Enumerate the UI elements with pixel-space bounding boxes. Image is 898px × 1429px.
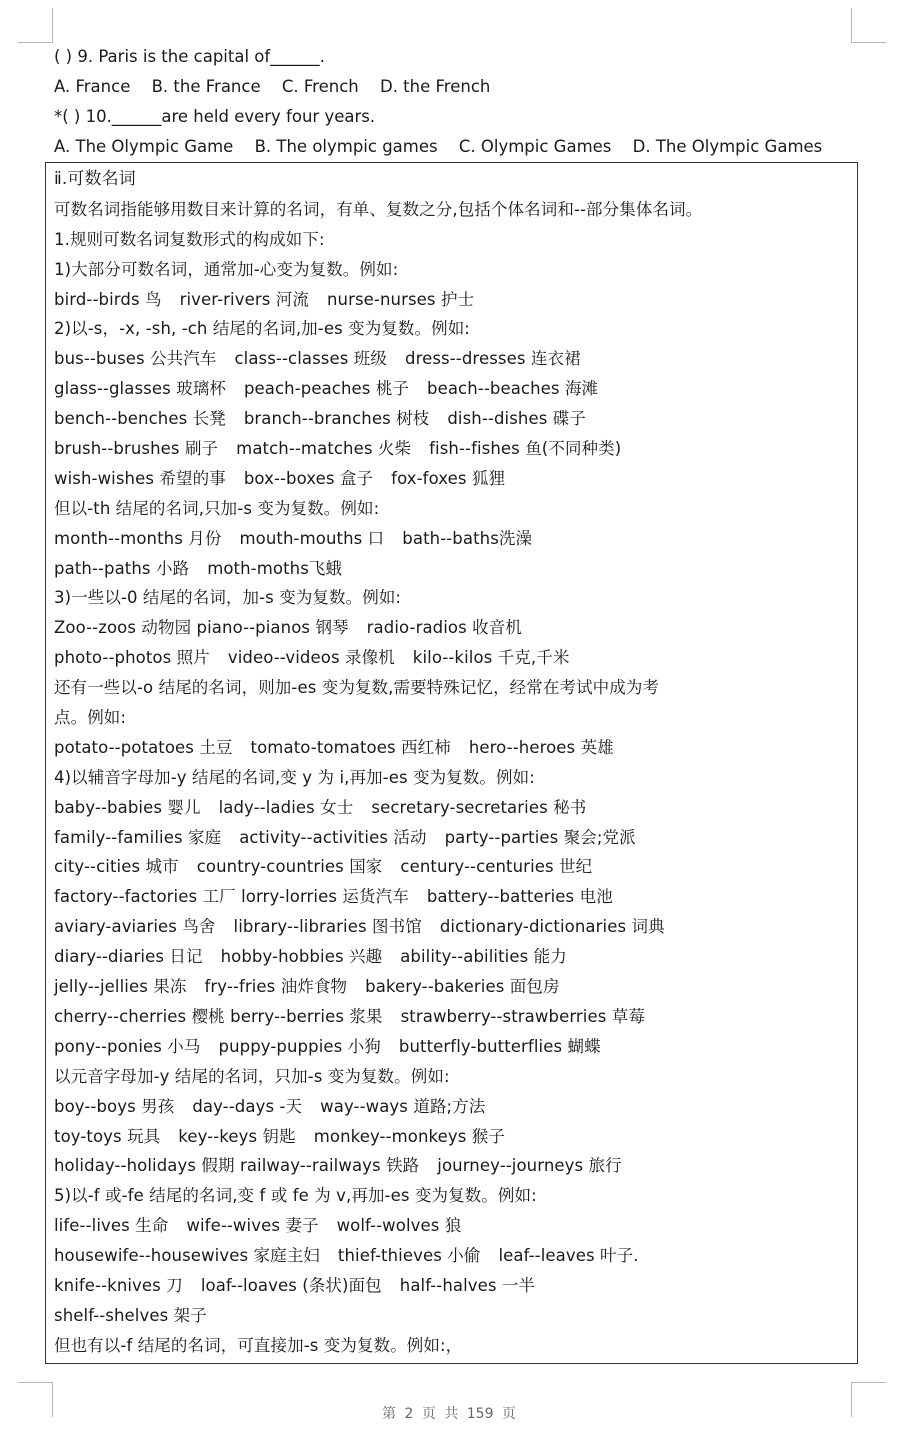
text-segment: 2)以-s，-x, -sh, -ch 结尾的名词,加-es 变为复数。例如: <box>54 319 470 339</box>
text-segment: century--centuries 世纪 <box>400 857 593 877</box>
text-segment: pony--ponies 小马 <box>54 1036 201 1056</box>
text-segment: box--boxes 盒子 <box>243 468 374 488</box>
text-segment: moth-moths飞蛾 <box>207 558 343 578</box>
text-segment: library--libraries 图书馆 <box>233 917 422 937</box>
text-segment: dictionary-dictionaries 词典 <box>439 917 665 937</box>
text-segment: boy--boys 男孩 <box>54 1096 175 1116</box>
text-segment: branch--branches 树枝 <box>243 409 430 429</box>
text-line <box>54 882 857 912</box>
option-b: B. the France <box>151 77 261 96</box>
option-c: C. Olympic Games <box>458 137 612 156</box>
text-segment: 但也有以-f 结尾的名词，可直接加-s 变为复数。例如:， <box>54 1335 463 1355</box>
question-9: ( ) 9. Paris is the capital of______. <box>54 47 325 66</box>
option-a: A. The Olympic Game <box>54 137 234 156</box>
text-segment: potato--potatoes 土豆 <box>54 737 233 757</box>
text-segment: photo--photos 照片 <box>54 648 210 668</box>
page-corner-mark <box>18 8 53 43</box>
text-line <box>54 195 857 225</box>
text-segment: life--lives 生命 <box>54 1216 169 1236</box>
text-segment: glass--glasses 玻璃杯 <box>54 379 226 399</box>
text-segment: hero--heroes 英雄 <box>468 737 614 757</box>
text-segment: wife--wives 妻子 <box>186 1216 319 1236</box>
page-corner-mark <box>851 8 886 43</box>
text-segment: way--ways 道路;方法 <box>320 1096 486 1116</box>
text-segment: day--days -天 <box>192 1096 303 1116</box>
text-segment: wolf--wolves 狼 <box>336 1216 462 1236</box>
text-line <box>54 703 857 733</box>
text-line <box>54 255 857 285</box>
question-10-options <box>54 132 854 162</box>
text-segment: country-countries 国家 <box>196 857 383 877</box>
question-area <box>54 42 854 162</box>
option-c: C. French <box>281 77 359 96</box>
text-segment: bus--buses 公共汽车 <box>54 349 217 369</box>
text-segment: nurse-nurses 护士 <box>326 289 475 309</box>
text-line <box>54 344 857 374</box>
option-a: A. France <box>54 77 131 96</box>
text-segment: housewife--housewives 家庭主妇 <box>54 1246 320 1266</box>
text-segment: fry--fries 油炸食物 <box>204 977 348 997</box>
text-segment: 3)一些以-0 结尾的名词，加-s 变为复数。例如: <box>54 588 402 608</box>
text-segment: toy-toys 玩具 <box>54 1126 161 1146</box>
text-segment: bench--benches 长凳 <box>54 409 226 429</box>
text-segment: bakery--bakeries 面包房 <box>365 977 560 997</box>
text-segment: key--keys 钥匙 <box>178 1126 296 1146</box>
text-segment: path--paths 小路 <box>54 558 190 578</box>
text-line <box>54 554 857 584</box>
page-number: 第 2 页 共 159 页 <box>382 1406 516 1422</box>
text-segment: loaf--loaves (条状)面包 <box>200 1275 382 1295</box>
text-segment: 还有一些以-o 结尾的名词，则加-es 变为复数,需要特殊记忆，经常在考试中成为考 <box>54 678 660 698</box>
text-segment: holiday--holidays 假期 railway--railways 铁路 <box>54 1156 420 1176</box>
text-segment: hobby-hobbies 兴趣 <box>220 947 383 967</box>
text-segment: kilo--kilos 千克,千米 <box>412 648 570 668</box>
section-heading: ⅱ.可数名词 <box>54 169 136 189</box>
text-segment: 以元音字母加-y 结尾的名词，只加-s 变为复数。例如: <box>54 1066 450 1086</box>
text-line <box>54 733 857 763</box>
text-segment: puppy-puppies 小狗 <box>218 1036 381 1056</box>
text-segment: aviary-aviaries 鸟舍 <box>54 917 216 937</box>
text-line <box>54 942 857 972</box>
text-line <box>54 1151 857 1181</box>
text-segment: diary--diaries 日记 <box>54 947 203 967</box>
text-segment: Zoo--zoos 动物园 piano--pianos 钢琴 <box>54 618 349 638</box>
text-segment: lady--ladies 女士 <box>218 797 354 817</box>
text-line <box>54 1062 857 1092</box>
text-line <box>54 225 857 255</box>
text-line <box>54 374 857 404</box>
text-line <box>54 1271 857 1301</box>
text-segment: factory--factories 工厂 lorry-lorries 运货汽车 <box>54 887 409 907</box>
text-segment: family--families 家庭 <box>54 827 222 847</box>
option-d: D. The Olympic Games <box>632 137 823 156</box>
text-segment: butterfly-butterflies 蝴蝶 <box>398 1036 601 1056</box>
text-line <box>54 1122 857 1152</box>
text-segment: knife--knives 刀 <box>54 1275 183 1295</box>
text-segment: ability--abilities 能力 <box>400 947 567 967</box>
text-line <box>54 494 857 524</box>
text-segment: half--halves 一半 <box>399 1275 536 1295</box>
text-line <box>54 1032 857 1062</box>
text-segment: class--classes 班级 <box>234 349 387 369</box>
text-segment: bath--baths洗澡 <box>402 528 533 548</box>
text-segment: 5)以-f 或-fe 结尾的名词,变 f 或 fe 为 v,再加-es 变为复数。例如: <box>54 1186 537 1206</box>
text-segment: radio-radios 收音机 <box>366 618 522 638</box>
text-segment: 点。例如: <box>54 708 127 728</box>
text-segment: 1)大部分可数名词，通常加-心变为复数。例如: <box>54 259 399 279</box>
text-segment: secretary-secretaries 秘书 <box>371 797 587 817</box>
text-line <box>54 1241 857 1271</box>
text-segment: mouth-mouths 口 <box>239 528 385 548</box>
option-d: D. the French <box>379 77 491 96</box>
text-segment: tomato-tomatoes 西红柿 <box>250 737 451 757</box>
text-segment: match--matches 火柴 <box>236 439 412 459</box>
option-b: B. The olympic games <box>254 137 438 156</box>
text-line <box>54 852 857 882</box>
text-line <box>54 793 857 823</box>
text-line <box>54 613 857 643</box>
text-line <box>54 434 857 464</box>
section-lines <box>54 195 857 1361</box>
text-segment: 4)以辅音字母加-y 结尾的名词,变 y 为 i,再加-es 变为复数。例如: <box>54 767 535 787</box>
text-segment: shelf--shelves 架子 <box>54 1305 207 1325</box>
text-segment: dish--dishes 碟子 <box>447 409 586 429</box>
text-segment: leaf--leaves 叶子. <box>498 1246 639 1266</box>
text-segment: thief-thieves 小偷 <box>337 1246 481 1266</box>
text-line <box>54 972 857 1002</box>
text-segment: 可数名词指能够用数目来计算的名词，有单、复数之分,包括个体名词和--部分集体名词。 <box>54 199 703 219</box>
text-line <box>54 583 857 613</box>
text-line <box>54 823 857 853</box>
text-segment: strawberry--strawberries 草莓 <box>400 1006 645 1026</box>
text-segment: city--cities 城市 <box>54 857 179 877</box>
text-line <box>54 464 857 494</box>
text-line <box>54 763 857 793</box>
text-segment: wish-wishes 希望的事 <box>54 468 226 488</box>
text-line <box>54 643 857 673</box>
text-line <box>54 404 857 434</box>
text-segment: video--videos 录像机 <box>227 648 395 668</box>
text-line <box>54 912 857 942</box>
text-segment: baby--babies 婴儿 <box>54 797 201 817</box>
text-line <box>54 1211 857 1241</box>
text-segment: jelly--jellies 果冻 <box>54 977 187 997</box>
text-segment: brush--brushes 刷子 <box>54 439 219 459</box>
text-line <box>54 524 857 554</box>
text-segment: 但以-th 结尾的名词,只加-s 变为复数。例如: <box>54 498 380 518</box>
text-segment: beach--beaches 海滩 <box>427 379 599 399</box>
text-segment: 1.规则可数名词复数形式的构成如下: <box>54 229 325 249</box>
text-segment: peach-peaches 桃子 <box>243 379 410 399</box>
text-segment: fox-foxes 狐狸 <box>391 468 506 488</box>
text-segment: journey--journeys 旅行 <box>437 1156 622 1176</box>
countable-nouns-box <box>45 162 858 1364</box>
text-segment: cherry--cherries 樱桃 berry--berries 浆果 <box>54 1006 383 1026</box>
text-segment: river-rivers 河流 <box>179 289 309 309</box>
text-segment: dress--dresses 连衣裙 <box>405 349 581 369</box>
text-segment: monkey--monkeys 猴子 <box>313 1126 505 1146</box>
text-line <box>54 1181 857 1211</box>
text-line <box>54 1092 857 1122</box>
question-10: *( ) 10.______are held every four years. <box>54 107 376 126</box>
text-line <box>54 1002 857 1032</box>
text-segment: activity--activities 活动 <box>239 827 427 847</box>
text-line <box>54 285 857 315</box>
text-segment: month--months 月份 <box>54 528 222 548</box>
text-line <box>54 1331 857 1361</box>
text-segment: bird--birds 鸟 <box>54 289 162 309</box>
question-9-options <box>54 72 854 102</box>
text-line <box>54 673 857 703</box>
text-segment: party--parties 聚会;党派 <box>444 827 636 847</box>
text-line <box>54 314 857 344</box>
text-segment: battery--batteries 电池 <box>426 887 613 907</box>
text-line <box>54 1301 857 1331</box>
text-segment: fish--fishes 鱼(不同种类) <box>429 439 622 459</box>
